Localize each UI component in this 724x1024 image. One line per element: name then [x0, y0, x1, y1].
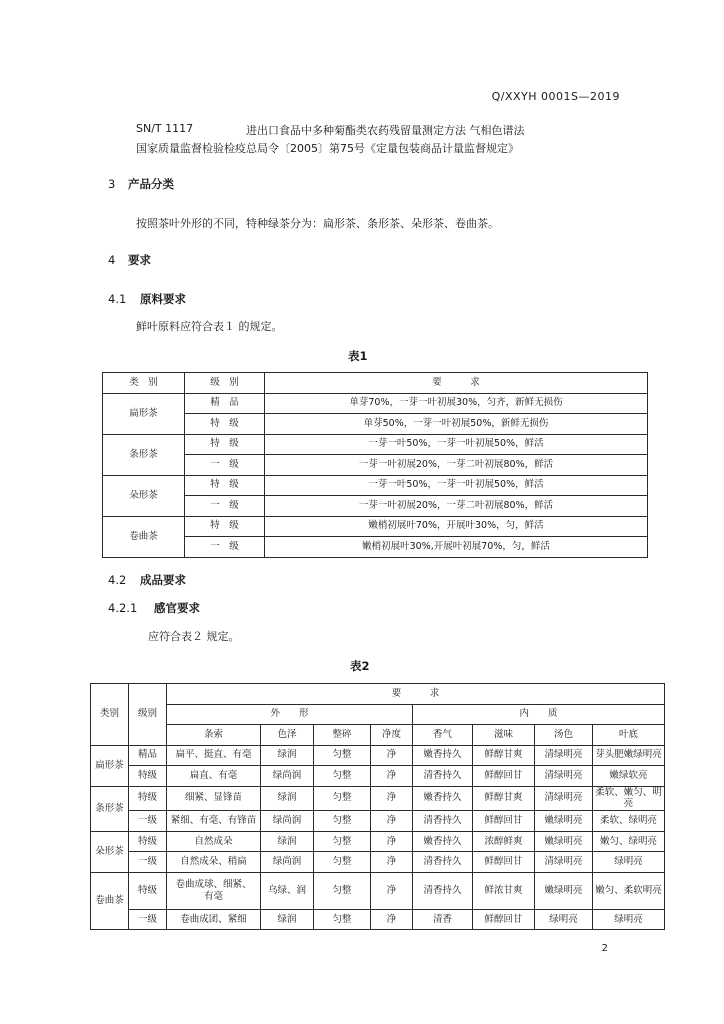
grade-cell: 精 品: [185, 393, 265, 414]
grade-cell: 特 级: [185, 414, 265, 435]
table-cell: 匀整: [314, 831, 371, 852]
grade-cell: 一 级: [185, 455, 265, 476]
table-cell: 鲜醇回甘: [473, 909, 535, 930]
category-cell: 扁形茶: [103, 393, 185, 434]
section-title: 原料要求: [140, 292, 186, 306]
table-cell: 扁平、挺直、有毫: [167, 745, 261, 766]
table-header: 要 求: [265, 373, 648, 394]
table-cell: 嫩匀、绿明亮: [593, 831, 665, 852]
table-cell: 清绿明亮: [535, 786, 593, 811]
table-cell: 绿润: [261, 786, 314, 811]
table-header: 色泽: [261, 725, 314, 746]
table-header: 要 求: [167, 684, 665, 705]
table-cell: 清香持久: [413, 872, 473, 909]
table-header: 净度: [371, 725, 413, 746]
table-cell: 净: [371, 909, 413, 930]
table-cell: 净: [371, 872, 413, 909]
requirement-cell: 嫩梢初展叶30%,开展叶初展70%，匀，鲜活: [265, 537, 648, 558]
requirement-cell: 单芽50%，一芽一叶初展50%，新鲜无损伤: [265, 414, 648, 435]
section-heading: [108, 252, 151, 268]
table-cell: 鲜醇回甘: [473, 766, 535, 787]
grade-cell: 特 级: [185, 434, 265, 455]
section-title: 感官要求: [154, 601, 200, 615]
grade-cell: 特级: [129, 786, 167, 811]
table-caption: 表1: [348, 349, 368, 363]
table-cell: 净: [371, 811, 413, 832]
table-cell: 绿润: [261, 909, 314, 930]
table-header: 外 形: [167, 704, 413, 725]
grade-cell: 一级: [129, 811, 167, 832]
table-cell: 清绿明亮: [535, 766, 593, 787]
table-cell: 鲜醇回甘: [473, 811, 535, 832]
category-cell: 条形茶: [91, 786, 129, 831]
section-number: 4.1: [108, 292, 127, 306]
table-cell: 浓醇鲜爽: [473, 831, 535, 852]
section-number: 4.2: [108, 573, 127, 587]
table-cell: 绿明亮: [593, 909, 665, 930]
reference-title: 进出口食品中多种菊酯类农药残留量测定方法 气相色谱法: [246, 124, 525, 137]
table-header: 类别: [91, 684, 129, 746]
section-number: 4: [108, 253, 116, 267]
paragraph: 鲜叶原料应符合表１ 的规定。: [136, 320, 283, 333]
grade-cell: 精品: [129, 745, 167, 766]
table-cell: 绿尚润: [261, 766, 314, 787]
table-cell: 匀整: [314, 786, 371, 811]
table-cell: 净: [371, 852, 413, 873]
grade-cell: 一 级: [185, 496, 265, 517]
table-cell: 嫩绿明亮: [535, 872, 593, 909]
table-cell: 清香持久: [413, 811, 473, 832]
section-heading: [108, 176, 174, 192]
grade-cell: 特 级: [185, 475, 265, 496]
table-header: 滋味: [473, 725, 535, 746]
category-cell: 扁形茶: [91, 745, 129, 786]
table-cell: 鲜醇回甘: [473, 852, 535, 873]
section-title: 成品要求: [140, 573, 186, 587]
table-cell: 匀整: [314, 745, 371, 766]
paragraph: 应符合表２ 规定。: [148, 630, 240, 643]
table-cell: 鲜醇甘爽: [473, 745, 535, 766]
section-title: 要求: [128, 253, 151, 267]
requirement-cell: 一芽一叶50%，一芽一叶初展50%，鲜活: [265, 475, 648, 496]
requirement-cell: 一芽一叶初展20%，一芽二叶初展80%，鲜活: [265, 496, 648, 517]
category-cell: 卷曲茶: [103, 516, 185, 557]
paragraph: 按照茶叶外形的不同，特种绿茶分为：扁形茶、条形茶、朵形茶、卷曲茶。: [136, 217, 499, 230]
table-header: 叶底: [593, 725, 665, 746]
table-header: 汤色: [535, 725, 593, 746]
table-header: 条索: [167, 725, 261, 746]
section-heading: [108, 291, 186, 307]
table-cell: 匀整: [314, 909, 371, 930]
table-header: 级别: [129, 684, 167, 746]
table-cell: 嫩绿明亮: [535, 811, 593, 832]
table-cell: 扁直、有毫: [167, 766, 261, 787]
reference-code: SN/T 1117: [136, 122, 194, 135]
table-cell: 紧细、有毫、有锋苗: [167, 811, 261, 832]
section-number: 4.2.1: [108, 601, 138, 615]
table-cell: 匀整: [314, 811, 371, 832]
grade-cell: 一级: [129, 909, 167, 930]
section-heading: [108, 600, 200, 616]
table-cell: 匀整: [314, 872, 371, 909]
table-cell: 匀整: [314, 766, 371, 787]
sensory-requirements-table: [90, 683, 665, 930]
table-cell: 绿明亮: [593, 852, 665, 873]
grade-cell: 特级: [129, 831, 167, 852]
table-cell: 绿尚润: [261, 852, 314, 873]
category-cell: 朵形茶: [103, 475, 185, 516]
requirement-cell: 嫩梢初展叶70%，开展叶30%，匀，鲜活: [265, 516, 648, 537]
table-cell: 自然成朵: [167, 831, 261, 852]
table-cell: 柔软、嫩匀、明亮: [593, 786, 665, 811]
table-cell: 嫩香持久: [413, 745, 473, 766]
table-cell: 绿尚润: [261, 811, 314, 832]
table-cell: 芽头肥嫩绿明亮: [593, 745, 665, 766]
grade-cell: 特 级: [185, 516, 265, 537]
section-title: 产品分类: [128, 177, 174, 191]
grade-cell: 一级: [129, 852, 167, 873]
table-header: 级 别: [185, 373, 265, 394]
table-cell: 清绿明亮: [535, 745, 593, 766]
table-cell: 嫩绿明亮: [535, 831, 593, 852]
table-cell: 清绿明亮: [535, 852, 593, 873]
section-number: 3: [108, 177, 116, 191]
table-cell: 卷曲成团、紧细: [167, 909, 261, 930]
reference-decree: 国家质量监督检验检疫总局令〔2005〕第75号《定量包装商品计量监督规定》: [136, 142, 519, 155]
document-id: Q/XXYH 0001S—2019: [491, 90, 620, 103]
table-cell: 细紧、显锋苗: [167, 786, 261, 811]
table-cell: 自然成朵、稍扁: [167, 852, 261, 873]
table-cell: 净: [371, 745, 413, 766]
table-cell: 净: [371, 831, 413, 852]
table-cell: 绿润: [261, 745, 314, 766]
table-cell: 清香持久: [413, 852, 473, 873]
table-cell: 清香持久: [413, 766, 473, 787]
table-header: 香气: [413, 725, 473, 746]
table-cell: 净: [371, 786, 413, 811]
category-cell: 卷曲茶: [91, 872, 129, 930]
category-cell: 朵形茶: [91, 831, 129, 872]
section-heading: [108, 572, 186, 588]
table-cell: 匀整: [314, 852, 371, 873]
table-cell: 鲜浓甘爽: [473, 872, 535, 909]
table-cell: 柔软、绿明亮: [593, 811, 665, 832]
page-number: 2: [601, 943, 608, 954]
table-caption: 表2: [350, 659, 370, 673]
table-cell: 乌绿、润: [261, 872, 314, 909]
table-cell: 嫩香持久: [413, 831, 473, 852]
table-cell: 嫩匀、柔软明亮: [593, 872, 665, 909]
table-cell: 净: [371, 766, 413, 787]
grade-cell: 一 级: [185, 537, 265, 558]
table-cell: 鲜醇甘爽: [473, 786, 535, 811]
table-cell: 嫩香持久: [413, 786, 473, 811]
requirement-cell: 单芽70%，一芽一叶初展30%，匀齐，新鲜无损伤: [265, 393, 648, 414]
grade-cell: 特级: [129, 766, 167, 787]
table-cell: 清香: [413, 909, 473, 930]
grade-cell: 特级: [129, 872, 167, 909]
table-cell: 绿润: [261, 831, 314, 852]
requirement-cell: 一芽一叶50%，一芽一叶初展50%，鲜活: [265, 434, 648, 455]
requirement-cell: 一芽一叶初展20%，一芽二叶初展80%，鲜活: [265, 455, 648, 476]
table-header: 类 别: [103, 373, 185, 394]
raw-material-table: [102, 372, 648, 558]
table-cell: 嫩绿软亮: [593, 766, 665, 787]
table-header: 内 质: [413, 704, 665, 725]
table-cell: 卷曲成球、细紧、有毫: [167, 872, 261, 909]
table-header: 整碎: [314, 725, 371, 746]
table-cell: 绿明亮: [535, 909, 593, 930]
category-cell: 条形茶: [103, 434, 185, 475]
